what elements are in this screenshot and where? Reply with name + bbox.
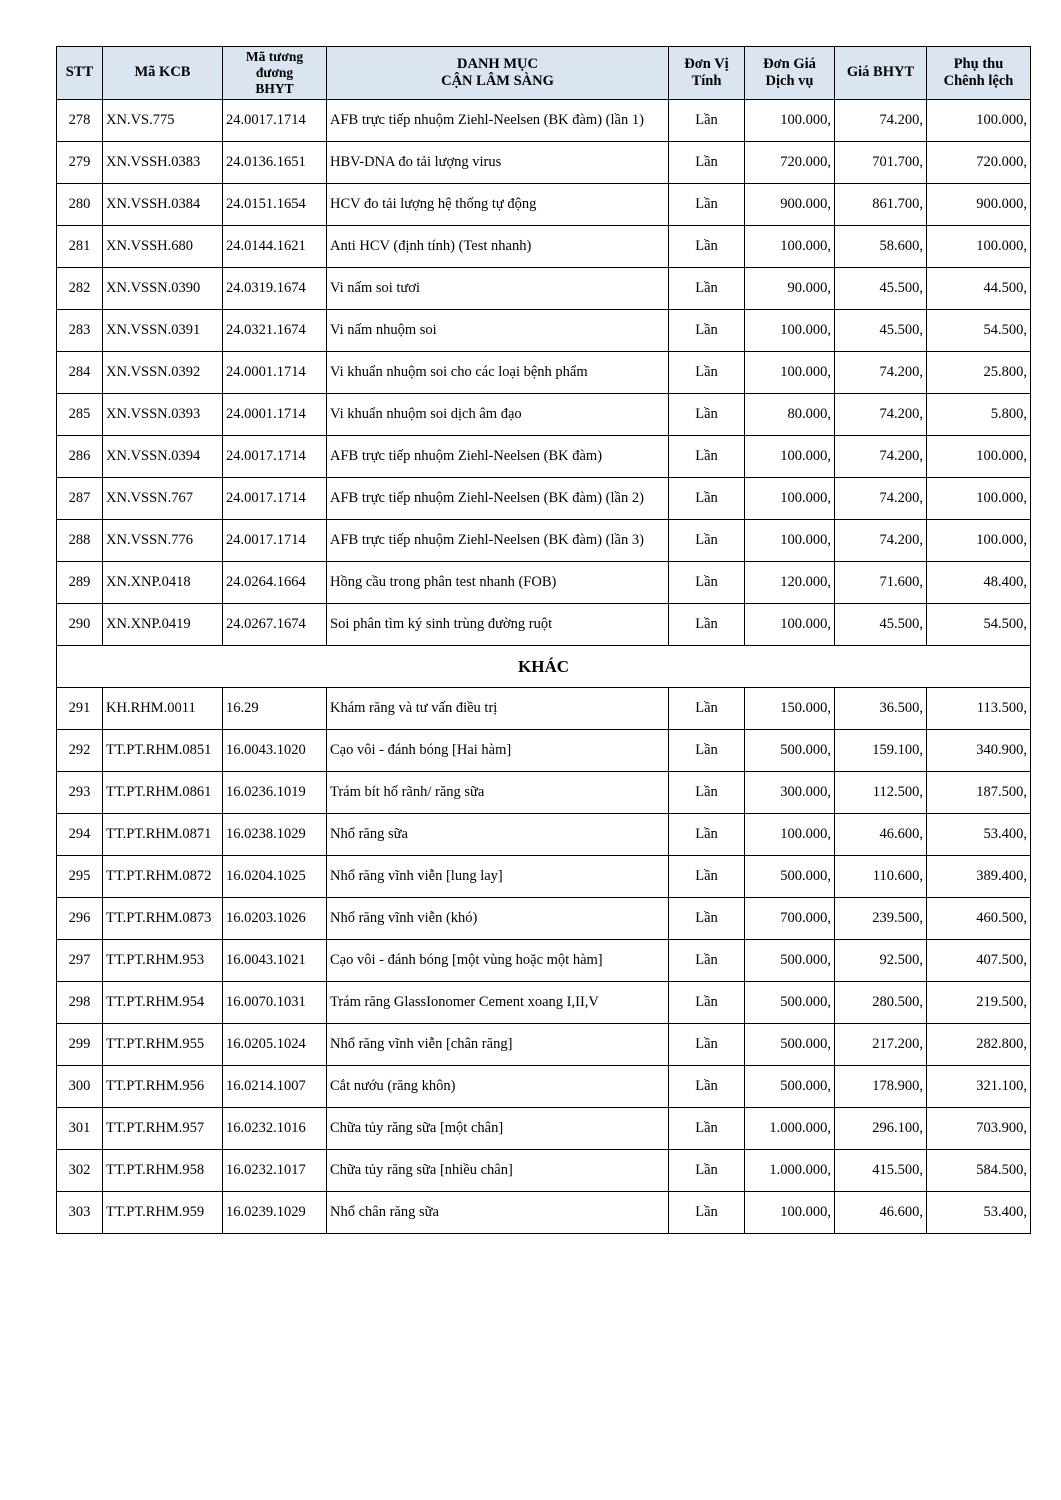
table-row [57, 1024, 1031, 1066]
table-row [57, 1066, 1031, 1108]
cell-don-gia: 100.000, [745, 520, 835, 562]
cell-ma-bhyt: 24.0151.1654 [223, 184, 327, 226]
table-row [57, 268, 1031, 310]
cell-stt: 285 [57, 394, 103, 436]
cell-ma-bhyt: 16.0043.1021 [223, 940, 327, 982]
cell-phu-thu: 407.500, [927, 940, 1031, 982]
cell-gia-bhyt: 58.600, [835, 226, 927, 268]
cell-ma-kcb: XN.XNP.0419 [103, 604, 223, 646]
cell-don-vi: Lần [669, 142, 745, 184]
cell-don-vi: Lần [669, 688, 745, 730]
cell-ma-bhyt: 16.0232.1016 [223, 1108, 327, 1150]
cell-ma-kcb: XN.VSSN.0392 [103, 352, 223, 394]
table-row [57, 394, 1031, 436]
cell-ten-dich-vu: HCV đo tải lượng hệ thống tự động [327, 184, 669, 226]
cell-don-vi: Lần [669, 226, 745, 268]
header-phu-thu [927, 47, 1031, 100]
cell-ma-bhyt: 24.0017.1714 [223, 100, 327, 142]
cell-don-gia: 90.000, [745, 268, 835, 310]
table-row [57, 772, 1031, 814]
cell-phu-thu: 48.400, [927, 562, 1031, 604]
cell-ma-bhyt: 16.0204.1025 [223, 856, 327, 898]
cell-phu-thu: 25.800, [927, 352, 1031, 394]
cell-ma-kcb: XN.VS.775 [103, 100, 223, 142]
cell-phu-thu: 53.400, [927, 1192, 1031, 1234]
cell-ma-kcb: XN.VSSN.0390 [103, 268, 223, 310]
table-row [57, 1192, 1031, 1234]
cell-don-vi: Lần [669, 184, 745, 226]
cell-don-vi: Lần [669, 310, 745, 352]
cell-don-gia: 300.000, [745, 772, 835, 814]
cell-phu-thu: 5.800, [927, 394, 1031, 436]
cell-ma-kcb: XN.VSSN.776 [103, 520, 223, 562]
cell-ma-kcb: XN.VSSN.0394 [103, 436, 223, 478]
cell-stt: 296 [57, 898, 103, 940]
cell-don-vi: Lần [669, 940, 745, 982]
cell-don-vi: Lần [669, 1192, 745, 1234]
header-don-gia-line1: Đơn Giá [763, 55, 816, 72]
cell-ma-bhyt: 16.0232.1017 [223, 1150, 327, 1192]
cell-don-gia: 500.000, [745, 982, 835, 1024]
cell-stt: 295 [57, 856, 103, 898]
cell-gia-bhyt: 74.200, [835, 394, 927, 436]
cell-gia-bhyt: 45.500, [835, 268, 927, 310]
cell-stt: 300 [57, 1066, 103, 1108]
cell-ma-bhyt: 24.0267.1674 [223, 604, 327, 646]
cell-ma-bhyt: 24.0017.1714 [223, 436, 327, 478]
cell-don-vi: Lần [669, 1066, 745, 1108]
section-row [57, 646, 1031, 688]
cell-ten-dich-vu: Nhổ chân răng sữa [327, 1192, 669, 1234]
header-ma-kcb: Mã KCB [103, 47, 223, 100]
cell-gia-bhyt: 36.500, [835, 688, 927, 730]
header-danh-muc [327, 47, 669, 100]
table-row [57, 436, 1031, 478]
cell-ma-kcb: KH.RHM.0011 [103, 688, 223, 730]
table-row [57, 100, 1031, 142]
table-body-lab [57, 100, 1031, 646]
cell-don-vi: Lần [669, 1150, 745, 1192]
cell-ma-bhyt: 16.0238.1029 [223, 814, 327, 856]
cell-ma-bhyt: 16.0239.1029 [223, 1192, 327, 1234]
cell-ma-bhyt: 16.29 [223, 688, 327, 730]
cell-stt: 279 [57, 142, 103, 184]
cell-ma-kcb: TT.PT.RHM.956 [103, 1066, 223, 1108]
cell-phu-thu: 187.500, [927, 772, 1031, 814]
table-row [57, 562, 1031, 604]
cell-don-gia: 100.000, [745, 436, 835, 478]
cell-don-gia: 100.000, [745, 814, 835, 856]
cell-don-gia: 500.000, [745, 856, 835, 898]
cell-ma-bhyt: 24.0319.1674 [223, 268, 327, 310]
cell-ma-kcb: TT.PT.RHM.959 [103, 1192, 223, 1234]
cell-don-vi: Lần [669, 772, 745, 814]
cell-gia-bhyt: 296.100, [835, 1108, 927, 1150]
header-don-vi-line2: Tính [691, 73, 722, 89]
cell-don-vi: Lần [669, 1024, 745, 1066]
cell-gia-bhyt: 217.200, [835, 1024, 927, 1066]
cell-ma-kcb: TT.PT.RHM.0873 [103, 898, 223, 940]
cell-don-vi: Lần [669, 394, 745, 436]
cell-ten-dich-vu: Khám răng và tư vấn điều trị [327, 688, 669, 730]
cell-ma-bhyt: 24.0264.1664 [223, 562, 327, 604]
table-row [57, 184, 1031, 226]
header-danh-muc-line1: DANH MỤC [457, 55, 538, 72]
cell-don-gia: 500.000, [745, 1024, 835, 1066]
section-khac [57, 646, 1031, 688]
cell-ten-dich-vu: Vi khuẩn nhuộm soi cho các loại bệnh phẩm [327, 352, 669, 394]
cell-don-gia: 1.000.000, [745, 1150, 835, 1192]
table-row [57, 1150, 1031, 1192]
cell-gia-bhyt: 71.600, [835, 562, 927, 604]
cell-phu-thu: 720.000, [927, 142, 1031, 184]
cell-ma-bhyt: 16.0236.1019 [223, 772, 327, 814]
cell-don-gia: 150.000, [745, 688, 835, 730]
cell-ma-bhyt: 16.0043.1020 [223, 730, 327, 772]
cell-ten-dich-vu: Vi nấm nhuộm soi [327, 310, 669, 352]
cell-gia-bhyt: 74.200, [835, 520, 927, 562]
table-row [57, 310, 1031, 352]
cell-ma-kcb: TT.PT.RHM.957 [103, 1108, 223, 1150]
cell-stt: 298 [57, 982, 103, 1024]
cell-stt: 299 [57, 1024, 103, 1066]
table-row [57, 478, 1031, 520]
cell-gia-bhyt: 178.900, [835, 1066, 927, 1108]
cell-stt: 288 [57, 520, 103, 562]
header-gia-bhyt: Giá BHYT [835, 47, 927, 100]
cell-ten-dich-vu: AFB trực tiếp nhuộm Ziehl-Neelsen (BK đàm) (lần 3) [327, 520, 669, 562]
header-phu-thu-line1: Phụ thu [953, 55, 1004, 72]
cell-gia-bhyt: 280.500, [835, 982, 927, 1024]
cell-gia-bhyt: 74.200, [835, 436, 927, 478]
cell-gia-bhyt: 46.600, [835, 814, 927, 856]
cell-don-vi: Lần [669, 268, 745, 310]
cell-phu-thu: 100.000, [927, 226, 1031, 268]
cell-don-gia: 720.000, [745, 142, 835, 184]
table-row [57, 520, 1031, 562]
cell-ma-kcb: TT.PT.RHM.0851 [103, 730, 223, 772]
cell-don-gia: 80.000, [745, 394, 835, 436]
cell-ma-bhyt: 16.0070.1031 [223, 982, 327, 1024]
table-row [57, 940, 1031, 982]
table-row [57, 730, 1031, 772]
cell-stt: 282 [57, 268, 103, 310]
cell-ma-bhyt: 16.0214.1007 [223, 1066, 327, 1108]
cell-phu-thu: 282.800, [927, 1024, 1031, 1066]
header-don-gia [745, 47, 835, 100]
cell-gia-bhyt: 74.200, [835, 100, 927, 142]
cell-gia-bhyt: 112.500, [835, 772, 927, 814]
table-header [57, 47, 1031, 100]
cell-stt: 303 [57, 1192, 103, 1234]
cell-don-vi: Lần [669, 1108, 745, 1150]
cell-gia-bhyt: 861.700, [835, 184, 927, 226]
cell-phu-thu: 53.400, [927, 814, 1031, 856]
cell-gia-bhyt: 45.500, [835, 604, 927, 646]
cell-don-gia: 100.000, [745, 352, 835, 394]
cell-ma-kcb: TT.PT.RHM.0871 [103, 814, 223, 856]
cell-phu-thu: 460.500, [927, 898, 1031, 940]
cell-don-vi: Lần [669, 436, 745, 478]
cell-don-vi: Lần [669, 730, 745, 772]
cell-stt: 290 [57, 604, 103, 646]
cell-ma-bhyt: 16.0203.1026 [223, 898, 327, 940]
header-danh-muc-line2: CẬN LÂM SÀNG [441, 73, 554, 89]
table-row [57, 352, 1031, 394]
cell-ten-dich-vu: Chữa tủy răng sữa [một chân] [327, 1108, 669, 1150]
cell-ma-kcb: XN.VSSN.0391 [103, 310, 223, 352]
cell-don-vi: Lần [669, 352, 745, 394]
cell-stt: 278 [57, 100, 103, 142]
cell-phu-thu: 100.000, [927, 478, 1031, 520]
cell-don-gia: 1.000.000, [745, 1108, 835, 1150]
cell-stt: 302 [57, 1150, 103, 1192]
cell-ten-dich-vu: Hồng cầu trong phân test nhanh (FOB) [327, 562, 669, 604]
cell-ma-kcb: XN.VSSH.0384 [103, 184, 223, 226]
table-row [57, 814, 1031, 856]
cell-ten-dich-vu: Trám răng GlassIonomer Cement xoang I,II,V [327, 982, 669, 1024]
cell-ma-bhyt: 24.0017.1714 [223, 520, 327, 562]
cell-don-gia: 100.000, [745, 478, 835, 520]
header-phu-thu-line2: Chênh lệch [943, 73, 1014, 89]
cell-ma-bhyt: 24.0001.1714 [223, 352, 327, 394]
cell-stt: 293 [57, 772, 103, 814]
cell-phu-thu: 100.000, [927, 436, 1031, 478]
cell-ten-dich-vu: Nhổ răng sữa [327, 814, 669, 856]
cell-ma-bhyt: 24.0017.1714 [223, 478, 327, 520]
cell-ten-dich-vu: Trám bít hố rãnh/ răng sữa [327, 772, 669, 814]
cell-gia-bhyt: 239.500, [835, 898, 927, 940]
header-ma-bhyt [223, 47, 327, 100]
cell-stt: 289 [57, 562, 103, 604]
cell-ten-dich-vu: Nhổ răng vĩnh viễn [chân răng] [327, 1024, 669, 1066]
cell-don-vi: Lần [669, 856, 745, 898]
cell-don-vi: Lần [669, 478, 745, 520]
header-don-vi-line1: Đơn Vị [684, 55, 729, 72]
table-row [57, 856, 1031, 898]
header-ma-bhyt-line2: đương [255, 64, 294, 80]
cell-stt: 294 [57, 814, 103, 856]
cell-ten-dich-vu: AFB trực tiếp nhuộm Ziehl-Neelsen (BK đàm) (lần 1) [327, 100, 669, 142]
cell-ten-dich-vu: Nhổ răng vĩnh viễn [lung lay] [327, 856, 669, 898]
header-stt: STT [57, 47, 103, 100]
cell-ma-kcb: TT.PT.RHM.958 [103, 1150, 223, 1192]
cell-ma-kcb: XN.XNP.0418 [103, 562, 223, 604]
cell-phu-thu: 703.900, [927, 1108, 1031, 1150]
cell-stt: 291 [57, 688, 103, 730]
cell-ten-dich-vu: Anti HCV (định tính) (Test nhanh) [327, 226, 669, 268]
cell-don-gia: 500.000, [745, 1066, 835, 1108]
cell-gia-bhyt: 46.600, [835, 1192, 927, 1234]
cell-ma-kcb: TT.PT.RHM.955 [103, 1024, 223, 1066]
cell-ten-dich-vu: Vi nấm soi tươi [327, 268, 669, 310]
cell-phu-thu: 584.500, [927, 1150, 1031, 1192]
cell-ten-dich-vu: HBV-DNA đo tải lượng virus [327, 142, 669, 184]
cell-stt: 283 [57, 310, 103, 352]
cell-gia-bhyt: 45.500, [835, 310, 927, 352]
cell-stt: 297 [57, 940, 103, 982]
cell-ma-kcb: XN.VSSN.0393 [103, 394, 223, 436]
cell-don-vi: Lần [669, 520, 745, 562]
table-body-khac [57, 688, 1031, 1234]
section-title: KHÁC [57, 646, 1031, 688]
cell-don-gia: 100.000, [745, 1192, 835, 1234]
cell-phu-thu: 100.000, [927, 100, 1031, 142]
cell-ten-dich-vu: Cắt nướu (răng khôn) [327, 1066, 669, 1108]
cell-phu-thu: 340.900, [927, 730, 1031, 772]
cell-ma-kcb: TT.PT.RHM.954 [103, 982, 223, 1024]
table-row [57, 898, 1031, 940]
table-row [57, 604, 1031, 646]
cell-gia-bhyt: 159.100, [835, 730, 927, 772]
cell-ma-bhyt: 24.0144.1621 [223, 226, 327, 268]
table-row [57, 142, 1031, 184]
cell-gia-bhyt: 92.500, [835, 940, 927, 982]
cell-ma-bhyt: 24.0136.1651 [223, 142, 327, 184]
cell-ma-bhyt: 24.0321.1674 [223, 310, 327, 352]
cell-don-gia: 100.000, [745, 226, 835, 268]
table-row [57, 982, 1031, 1024]
cell-ma-bhyt: 24.0001.1714 [223, 394, 327, 436]
cell-phu-thu: 389.400, [927, 856, 1031, 898]
cell-ten-dich-vu: Cạo vôi - đánh bóng [Hai hàm] [327, 730, 669, 772]
cell-phu-thu: 219.500, [927, 982, 1031, 1024]
cell-don-gia: 900.000, [745, 184, 835, 226]
cell-don-gia: 700.000, [745, 898, 835, 940]
table-row [57, 688, 1031, 730]
cell-phu-thu: 54.500, [927, 310, 1031, 352]
cell-ma-kcb: XN.VSSH.680 [103, 226, 223, 268]
cell-don-gia: 100.000, [745, 100, 835, 142]
cell-ten-dich-vu: Cạo vôi - đánh bóng [một vùng hoặc một hàm] [327, 940, 669, 982]
cell-don-vi: Lần [669, 604, 745, 646]
cell-don-vi: Lần [669, 898, 745, 940]
cell-ma-kcb: TT.PT.RHM.953 [103, 940, 223, 982]
cell-gia-bhyt: 110.600, [835, 856, 927, 898]
cell-ma-kcb: XN.VSSH.0383 [103, 142, 223, 184]
cell-don-vi: Lần [669, 100, 745, 142]
header-don-vi [669, 47, 745, 100]
header-ma-bhyt-line1: Mã tương [245, 48, 304, 64]
cell-stt: 280 [57, 184, 103, 226]
cell-ma-kcb: TT.PT.RHM.0861 [103, 772, 223, 814]
cell-stt: 287 [57, 478, 103, 520]
cell-don-gia: 120.000, [745, 562, 835, 604]
cell-gia-bhyt: 74.200, [835, 478, 927, 520]
cell-don-gia: 100.000, [745, 310, 835, 352]
cell-ten-dich-vu: AFB trực tiếp nhuộm Ziehl-Neelsen (BK đàm) [327, 436, 669, 478]
cell-don-gia: 100.000, [745, 604, 835, 646]
cell-gia-bhyt: 74.200, [835, 352, 927, 394]
cell-stt: 301 [57, 1108, 103, 1150]
cell-phu-thu: 100.000, [927, 520, 1031, 562]
cell-phu-thu: 113.500, [927, 688, 1031, 730]
cell-phu-thu: 54.500, [927, 604, 1031, 646]
cell-phu-thu: 900.000, [927, 184, 1031, 226]
cell-ma-kcb: XN.VSSN.767 [103, 478, 223, 520]
cell-stt: 284 [57, 352, 103, 394]
cell-ma-kcb: TT.PT.RHM.0872 [103, 856, 223, 898]
table-row [57, 1108, 1031, 1150]
header-don-gia-line2: Dịch vụ [765, 73, 814, 89]
table-row [57, 226, 1031, 268]
cell-don-gia: 500.000, [745, 940, 835, 982]
cell-ten-dich-vu: Vi khuẩn nhuộm soi dịch âm đạo [327, 394, 669, 436]
cell-stt: 286 [57, 436, 103, 478]
cell-ten-dich-vu: AFB trực tiếp nhuộm Ziehl-Neelsen (BK đàm) (lần 2) [327, 478, 669, 520]
cell-gia-bhyt: 701.700, [835, 142, 927, 184]
cell-ten-dich-vu: Soi phân tìm ký sinh trùng đường ruột [327, 604, 669, 646]
cell-stt: 292 [57, 730, 103, 772]
cell-don-gia: 500.000, [745, 730, 835, 772]
cell-ten-dich-vu: Nhổ răng vĩnh viễn (khó) [327, 898, 669, 940]
cell-phu-thu: 44.500, [927, 268, 1031, 310]
cell-don-vi: Lần [669, 562, 745, 604]
cell-ten-dich-vu: Chữa tủy răng sữa [nhiều chân] [327, 1150, 669, 1192]
cell-don-vi: Lần [669, 982, 745, 1024]
cell-ma-bhyt: 16.0205.1024 [223, 1024, 327, 1066]
price-table [56, 46, 1031, 1234]
header-ma-bhyt-line3: BHYT [255, 81, 294, 97]
cell-don-vi: Lần [669, 814, 745, 856]
cell-phu-thu: 321.100, [927, 1066, 1031, 1108]
cell-gia-bhyt: 415.500, [835, 1150, 927, 1192]
cell-stt: 281 [57, 226, 103, 268]
